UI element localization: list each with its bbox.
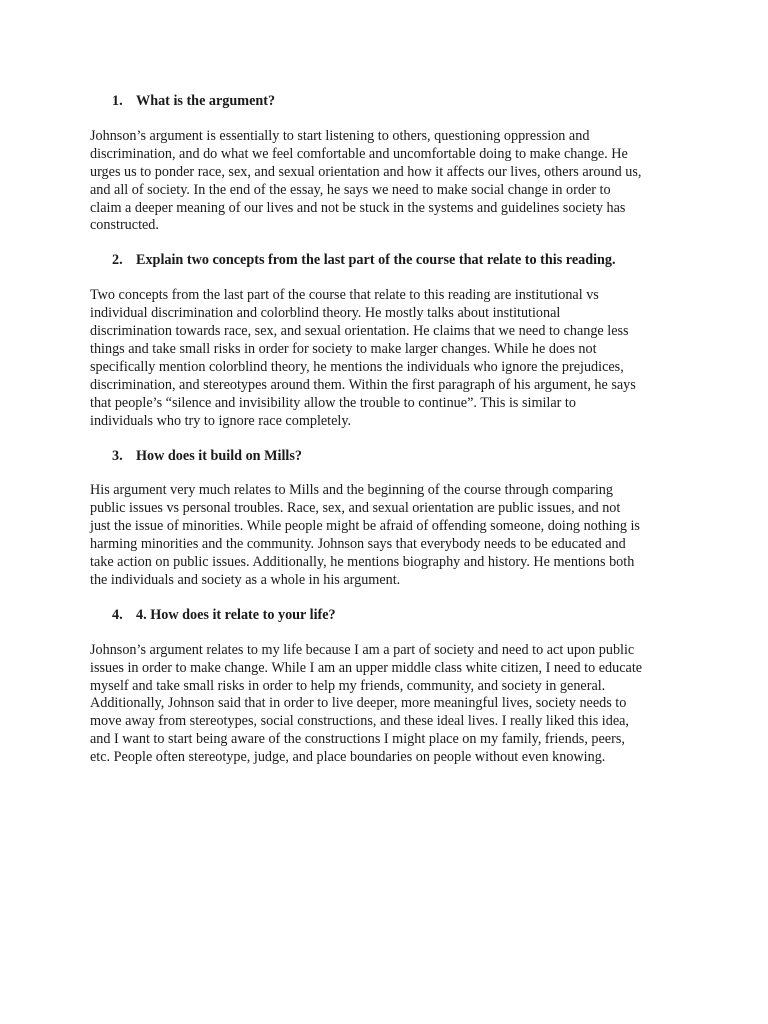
section-answer [90, 482, 680, 589]
section-answer [90, 128, 680, 235]
answer-line: specifically mention colorblind theory, he mentions the individuals who ignore the prejudices, [90, 358, 624, 375]
section-heading [90, 607, 680, 625]
answer-line: that people’s “silence and invisibility allow the trouble to continue”. This is similar to [90, 394, 576, 411]
answer-line: take action on public issues. Additionally, he mentions biography and history. He mentions both [90, 554, 635, 571]
section-heading [90, 93, 680, 111]
section-answer [90, 287, 680, 430]
section-number: 2. [112, 252, 123, 269]
answer-line: just the issue of minorities. While people might be afraid of offending someone, doing nothing is [90, 518, 640, 535]
answer-line: harming minorities and the community. Johnson says that everybody needs to be educated and [90, 536, 626, 553]
answer-line: claim a deeper meaning of our lives and not be stuck in the systems and guidelines society has [90, 199, 626, 216]
section-number: 4. [112, 606, 123, 623]
section-number: 3. [112, 447, 123, 464]
section-question: Explain two concepts from the last part of the course that relate to this reading. [136, 252, 616, 269]
section-question: What is the argument? [136, 93, 276, 109]
answer-line: individuals who try to ignore race completely. [90, 412, 352, 429]
section-question: 4. How does it relate to your life? [136, 606, 336, 623]
answer-line: individual discrimination and colorblind theory. He mostly talks about institutional [90, 305, 561, 322]
answer-line: Johnson’s argument is essentially to start listening to others, questioning oppression and [90, 127, 590, 144]
document-body [90, 93, 680, 784]
answer-line: urges us to ponder race, sex, and sexual orientation and how it affects our lives, others around us, [90, 163, 642, 180]
section-answer [90, 642, 680, 767]
answer-line: public issues vs personal troubles. Race, sex, and sexual orientation are public issues, and not [90, 500, 621, 517]
section-heading [90, 252, 680, 270]
answer-line: discrimination towards race, sex, and sexual orientation. He claims that we need to change less [90, 323, 629, 340]
answer-line: move away from stereotypes, social constructions, and these ideal lives. I really liked this idea, [90, 713, 629, 730]
answer-line: constructed. [90, 217, 159, 234]
answer-line: etc. People often stereotype, judge, and place boundaries on people without even knowing. [90, 749, 606, 766]
answer-line: myself and take small risks in order to help my friends, community, and society in general. [90, 677, 606, 694]
answer-line: the individuals and society as a whole in his argument. [90, 571, 401, 588]
answer-line: discrimination, and do what we feel comfortable and uncomfortable doing to make change. He [90, 145, 628, 162]
answer-line: and I want to start being aware of the constructions I might place on my family, friends, peers, [90, 731, 625, 748]
section-heading [90, 448, 680, 466]
answer-line: Johnson’s argument relates to my life because I am a part of society and need to act upon public [90, 641, 635, 658]
answer-line: things and take small risks in order for society to make larger changes. While he does not [90, 340, 597, 357]
answer-line: and all of society. In the end of the essay, he says we need to make social change in order to [90, 181, 611, 198]
section-number: 1. [112, 93, 123, 109]
answer-line: discrimination, and stereotypes around them. Within the first paragraph of his argument, he says [90, 376, 636, 393]
answer-line: His argument very much relates to Mills and the beginning of the course through comparing [90, 482, 613, 499]
answer-line: issues in order to make change. While I am an upper middle class white citizen, I need to educate [90, 659, 643, 676]
section-question: How does it build on Mills? [136, 447, 302, 464]
answer-line: Two concepts from the last part of the course that relate to this reading are institutional vs [90, 287, 599, 304]
answer-line: Additionally, Johnson said that in order to live deeper, more meaningful lives, society needs to [90, 695, 627, 712]
